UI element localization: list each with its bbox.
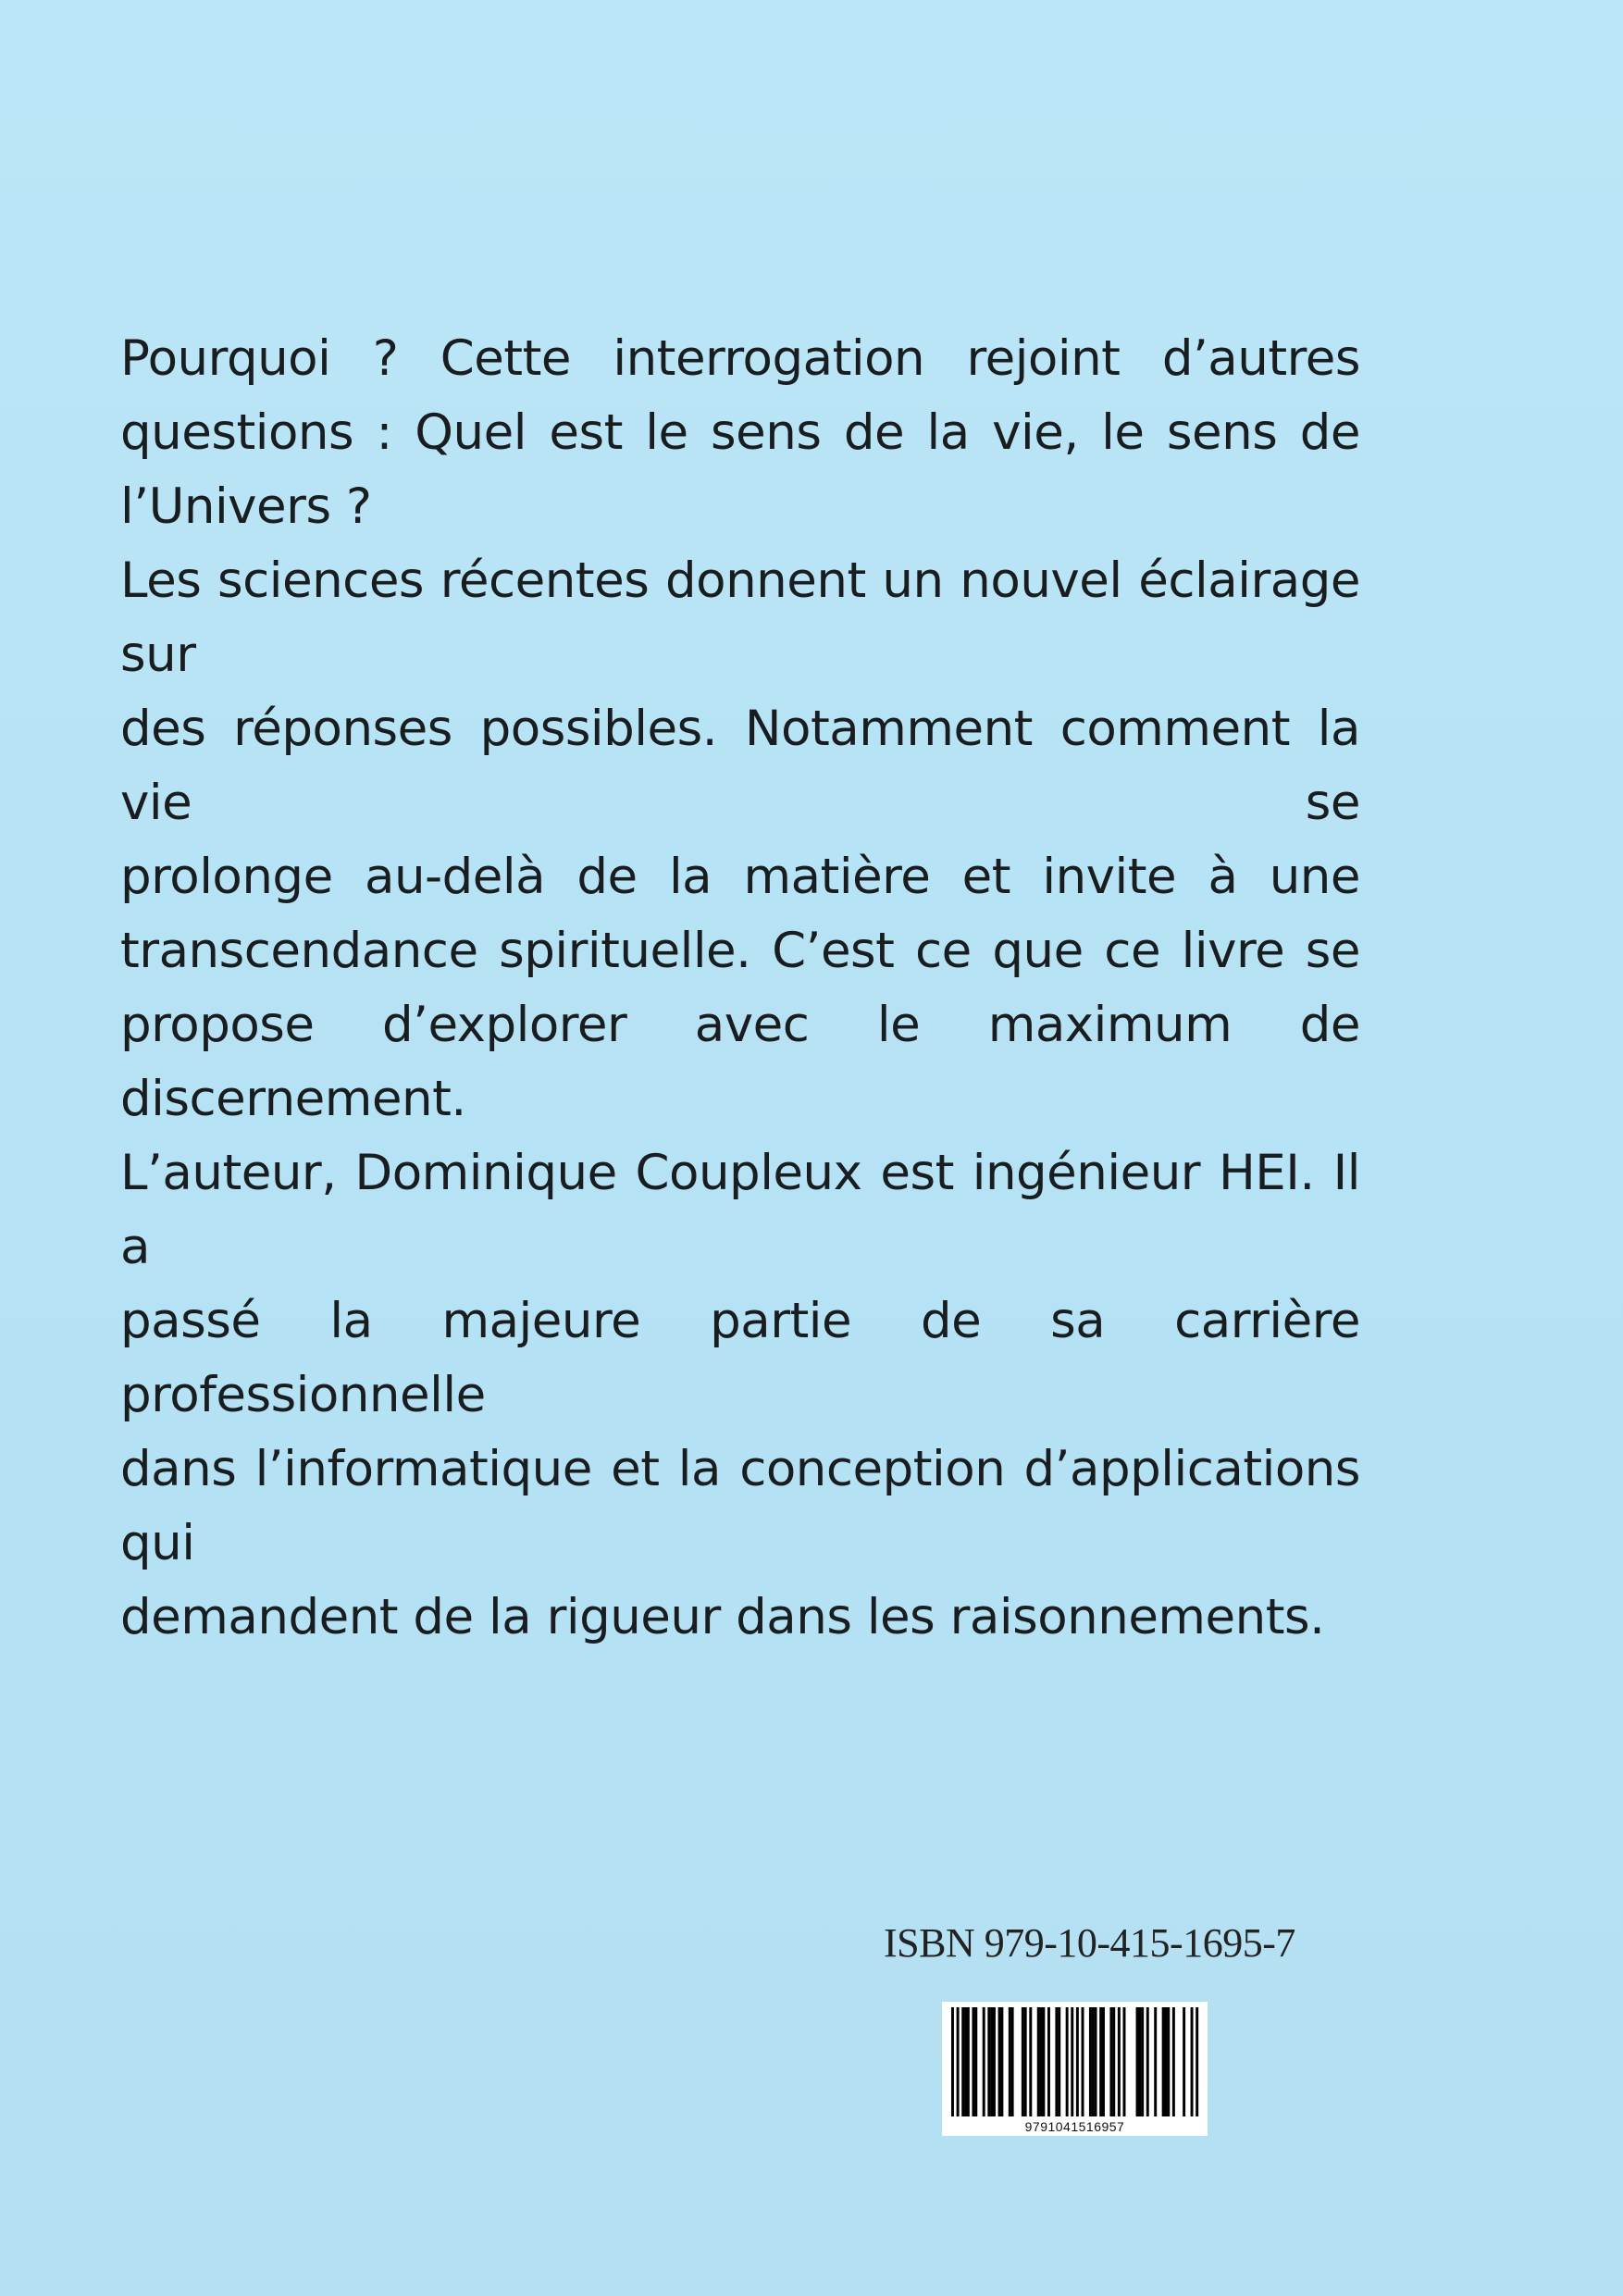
barcode-bar — [951, 2007, 954, 2116]
barcode-bar — [1082, 2007, 1084, 2116]
intro-line-3: l’Univers ? — [120, 478, 372, 535]
sciences-paragraph — [120, 544, 1360, 1136]
author-line-2: passé la majeure partie de sa carrière professionnelle — [120, 1293, 1360, 1423]
barcode-bar — [1029, 2007, 1032, 2116]
barcode-bar — [983, 2007, 985, 2116]
sciences-line-2: des réponses possibles. Notamment comment la vie se — [120, 701, 1360, 831]
barcode-bar — [1092, 2007, 1095, 2116]
barcode-bar — [1000, 2007, 1003, 2116]
barcode-bar — [1076, 2007, 1079, 2116]
sciences-line-5: propose d’explorer avec le maximum de discernement. — [120, 997, 1360, 1127]
barcode-bar — [1022, 2007, 1024, 2116]
barcode-bar — [1055, 2007, 1058, 2116]
barcode-bar — [1172, 2007, 1175, 2116]
barcode-bar — [1191, 2007, 1194, 2116]
sciences-line-3: prolonge au-delà de la matière et invite à une — [120, 849, 1360, 905]
barcode-bar — [998, 2007, 1001, 2116]
barcode-bar — [1162, 2007, 1165, 2116]
barcode-bar — [972, 2007, 974, 2116]
barcode-bar — [990, 2007, 993, 2116]
barcode-digits: 9791041516957 — [1024, 2119, 1125, 2134]
barcode-bar — [974, 2007, 977, 2116]
barcode-bar — [1183, 2007, 1185, 2116]
author-line-1: L’auteur, Dominique Coupleux est ingénieur HEI. Il a — [120, 1145, 1360, 1275]
sciences-line-1: Les sciences récentes donnent un nouvel éclairage sur — [120, 552, 1360, 683]
barcode-bar — [967, 2007, 970, 2116]
barcode-bar — [1009, 2007, 1011, 2116]
author-line-3: dans l’informatique et la conception d’applications qui — [120, 1441, 1360, 1571]
barcode-bar — [1122, 2007, 1125, 2116]
barcode-bar — [961, 2007, 964, 2116]
barcode-bar — [1118, 2007, 1121, 2116]
barcode-bar — [993, 2007, 996, 2116]
barcode-bar — [1196, 2007, 1198, 2116]
barcode-bar — [1011, 2007, 1014, 2116]
isbn-label: ISBN 979-10-415-1695-7 — [884, 1920, 1295, 1966]
barcode-bar — [1024, 2007, 1027, 2116]
barcode-bars-icon — [942, 2002, 1208, 2118]
barcode-bar — [987, 2007, 990, 2116]
barcode-bar — [1066, 2007, 1069, 2116]
barcode — [942, 2002, 1208, 2136]
intro-paragraph — [120, 322, 1360, 544]
barcode-bar — [1037, 2007, 1040, 2116]
barcode-bar — [1058, 2007, 1060, 2116]
barcode-bar — [1146, 2007, 1149, 2116]
barcode-bar — [1154, 2007, 1157, 2116]
barcode-bar — [1112, 2007, 1115, 2116]
barcode-bar — [1099, 2007, 1102, 2116]
sciences-line-4: transcendance spirituelle. C’est ce que ce livre se — [120, 923, 1360, 979]
author-paragraph — [120, 1136, 1360, 1655]
barcode-bar — [1089, 2007, 1092, 2116]
barcode-bar — [1071, 2007, 1073, 2116]
barcode-bar — [1047, 2007, 1050, 2116]
barcode-bar — [1167, 2007, 1170, 2116]
barcode-bar — [1109, 2007, 1112, 2116]
barcode-bar — [1141, 2007, 1144, 2116]
barcode-bar — [1042, 2007, 1045, 2116]
barcode-bar — [1136, 2007, 1139, 2116]
barcode-bar — [1040, 2007, 1043, 2116]
intro-line-1: Pourquoi ? Cette interrogation rejoint d’autres — [120, 330, 1360, 387]
barcode-bar — [1095, 2007, 1097, 2116]
author-line-4: demandent de la rigueur dans les raisonnements. — [120, 1589, 1325, 1645]
barcode-bar — [964, 2007, 967, 2116]
intro-line-2: questions : Quel est le sens de la vie, le sens de — [120, 404, 1360, 461]
barcode-bar — [1138, 2007, 1141, 2116]
barcode-bar — [1102, 2007, 1105, 2116]
barcode-bar — [957, 2007, 960, 2116]
barcode-bar — [1164, 2007, 1167, 2116]
